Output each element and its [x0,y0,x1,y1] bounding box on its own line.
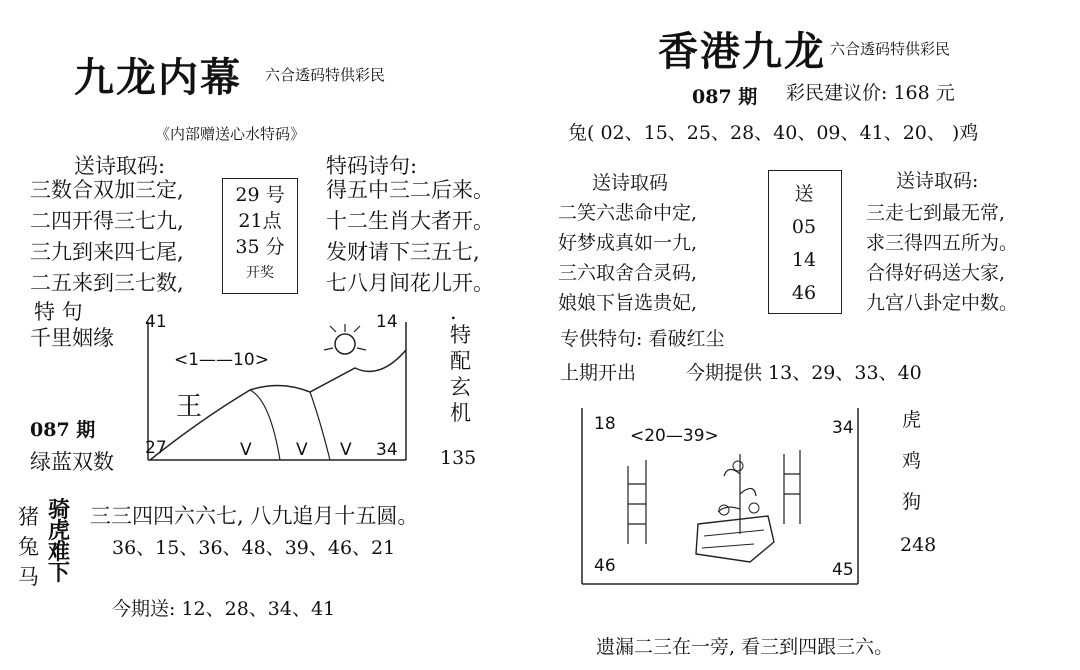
left-poem [30,175,184,299]
special-line: 发财请下三五七, [326,240,480,264]
left-poem-line: 二五来到三七数, [30,271,184,295]
poem-line: 三六取舍合灵码, [558,262,698,284]
big-char: 骑 [48,497,71,523]
big-char: 下 [48,560,71,586]
left-zodiac-big [48,497,71,586]
zodiac: 狗 [902,491,922,513]
right-sketch-range: <20—39> [630,426,719,446]
right-side-number: 248 [900,534,937,556]
left-side-vertical: 特配玄机 [450,323,471,425]
left-poem-heading: 送诗取码: [74,154,166,178]
right-last-label: 上期开出 [560,362,637,384]
left-poem-line: 三数合双加三定, [30,178,184,202]
poem-line: 合得好码送大家, [866,262,1006,284]
right-footer: 遗漏二三在一旁, 看三到四跟三六。 [596,636,894,658]
right-poem-right [866,198,1018,318]
left-special-heading: 特码诗句: [326,154,418,178]
zodiac: 鸡 [902,450,922,472]
left-sketch-tl: 41 [145,312,167,332]
right-title: 香港九龙 [658,28,826,75]
right-subtitle: 六合透码特供彩民 [830,40,951,58]
special-line: 十二生肖大者开。 [326,209,494,233]
left-issue: 087 期 [30,419,96,441]
zodiac: 马 [18,565,39,589]
left-sketch-glyph: 王 [176,392,203,422]
left-sketch-range: <1——10> [174,350,269,370]
poem-line: 九宫八卦定中数。 [866,292,1019,314]
poem-line: 二笑六悲命中定, [558,202,698,224]
left-side-number: 135 [440,447,477,469]
left-sketch-bl: 27 [145,438,167,458]
right-sketch-tr: 34 [832,418,854,438]
left-sketch-tr: 14 [376,312,398,332]
right-poem-heading-right: 送诗取码: [896,170,979,192]
left-title: 九龙内幕 [74,54,242,101]
left-special-poem [326,175,494,299]
right-poem-left [558,198,697,318]
left-poem-line: 三九到来四七尾, [30,240,184,264]
box-line: 05 [791,216,817,238]
poem-line: 好梦成真如一九, [558,232,698,254]
poem-line: 三走七到最无常, [866,202,1006,224]
left-today: 今期送: 12、28、34、41 [112,598,336,620]
zodiac: 猪 [18,505,39,529]
right-issue: 087 期 [692,86,758,108]
right-sketch-tl: 18 [594,414,616,434]
grass-icon: V [296,440,308,460]
poem-line: 求三得四五所为。 [866,232,1019,254]
zodiac: 兔 [18,535,39,559]
special-line: 七八月间花儿开。 [326,271,494,295]
box-line: 送 [794,183,814,205]
left-draw-time [230,182,290,286]
right-poem-heading-left: 送诗取码 [592,172,669,194]
left-color-text: 绿蓝双数 [30,450,114,474]
special-line: 得五中三二后来。 [326,178,494,202]
left-sketch-br: 34 [376,440,398,460]
grass-icon: V [340,440,352,460]
poem-line: 娘娘下旨选贵妃, [558,292,698,314]
left-zodiac-small [18,502,39,592]
right-price: 彩民建议价: 168 元 [786,82,955,104]
box-line: 21点 [238,210,282,232]
left-tejv-text: 千里姻缘 [30,326,114,350]
box-line: 29 号 [235,184,285,206]
box-line: 35 分 [235,236,285,258]
big-char: 难 [48,539,71,565]
big-char: 虎 [48,518,71,544]
right-rabbit-line: 兔( 02、15、25、28、40、09、41、20、 )鸡 [568,122,979,144]
right-sketch-bl: 46 [594,556,616,576]
left-subtitle: 六合透码特供彩民 [265,66,386,84]
box-line: 14 [791,249,817,271]
zodiac: 虎 [902,409,922,431]
left-side-dot: . [450,300,457,324]
left-banner: 《内部赠送心水特码》 [155,125,306,143]
box-line: 46 [791,282,817,304]
right-sketch-br: 45 [832,560,854,580]
left-verse: 三三四四六六七, 八九追月十五圆。 [90,504,419,528]
left-tejv-label: 特 句 [34,300,83,324]
box-line: 开奖 [246,265,274,281]
right-box-numbers [768,178,840,310]
right-this-period: 今期提供 13、29、33、40 [686,362,922,384]
left-poem-line: 二四开得三七九, [30,209,184,233]
grass-icon: V [240,440,252,460]
right-zodiacs [902,400,921,523]
right-special: 专供特句: 看破红尘 [560,328,725,350]
left-numbers: 36、15、36、48、39、46、21 [112,537,396,559]
